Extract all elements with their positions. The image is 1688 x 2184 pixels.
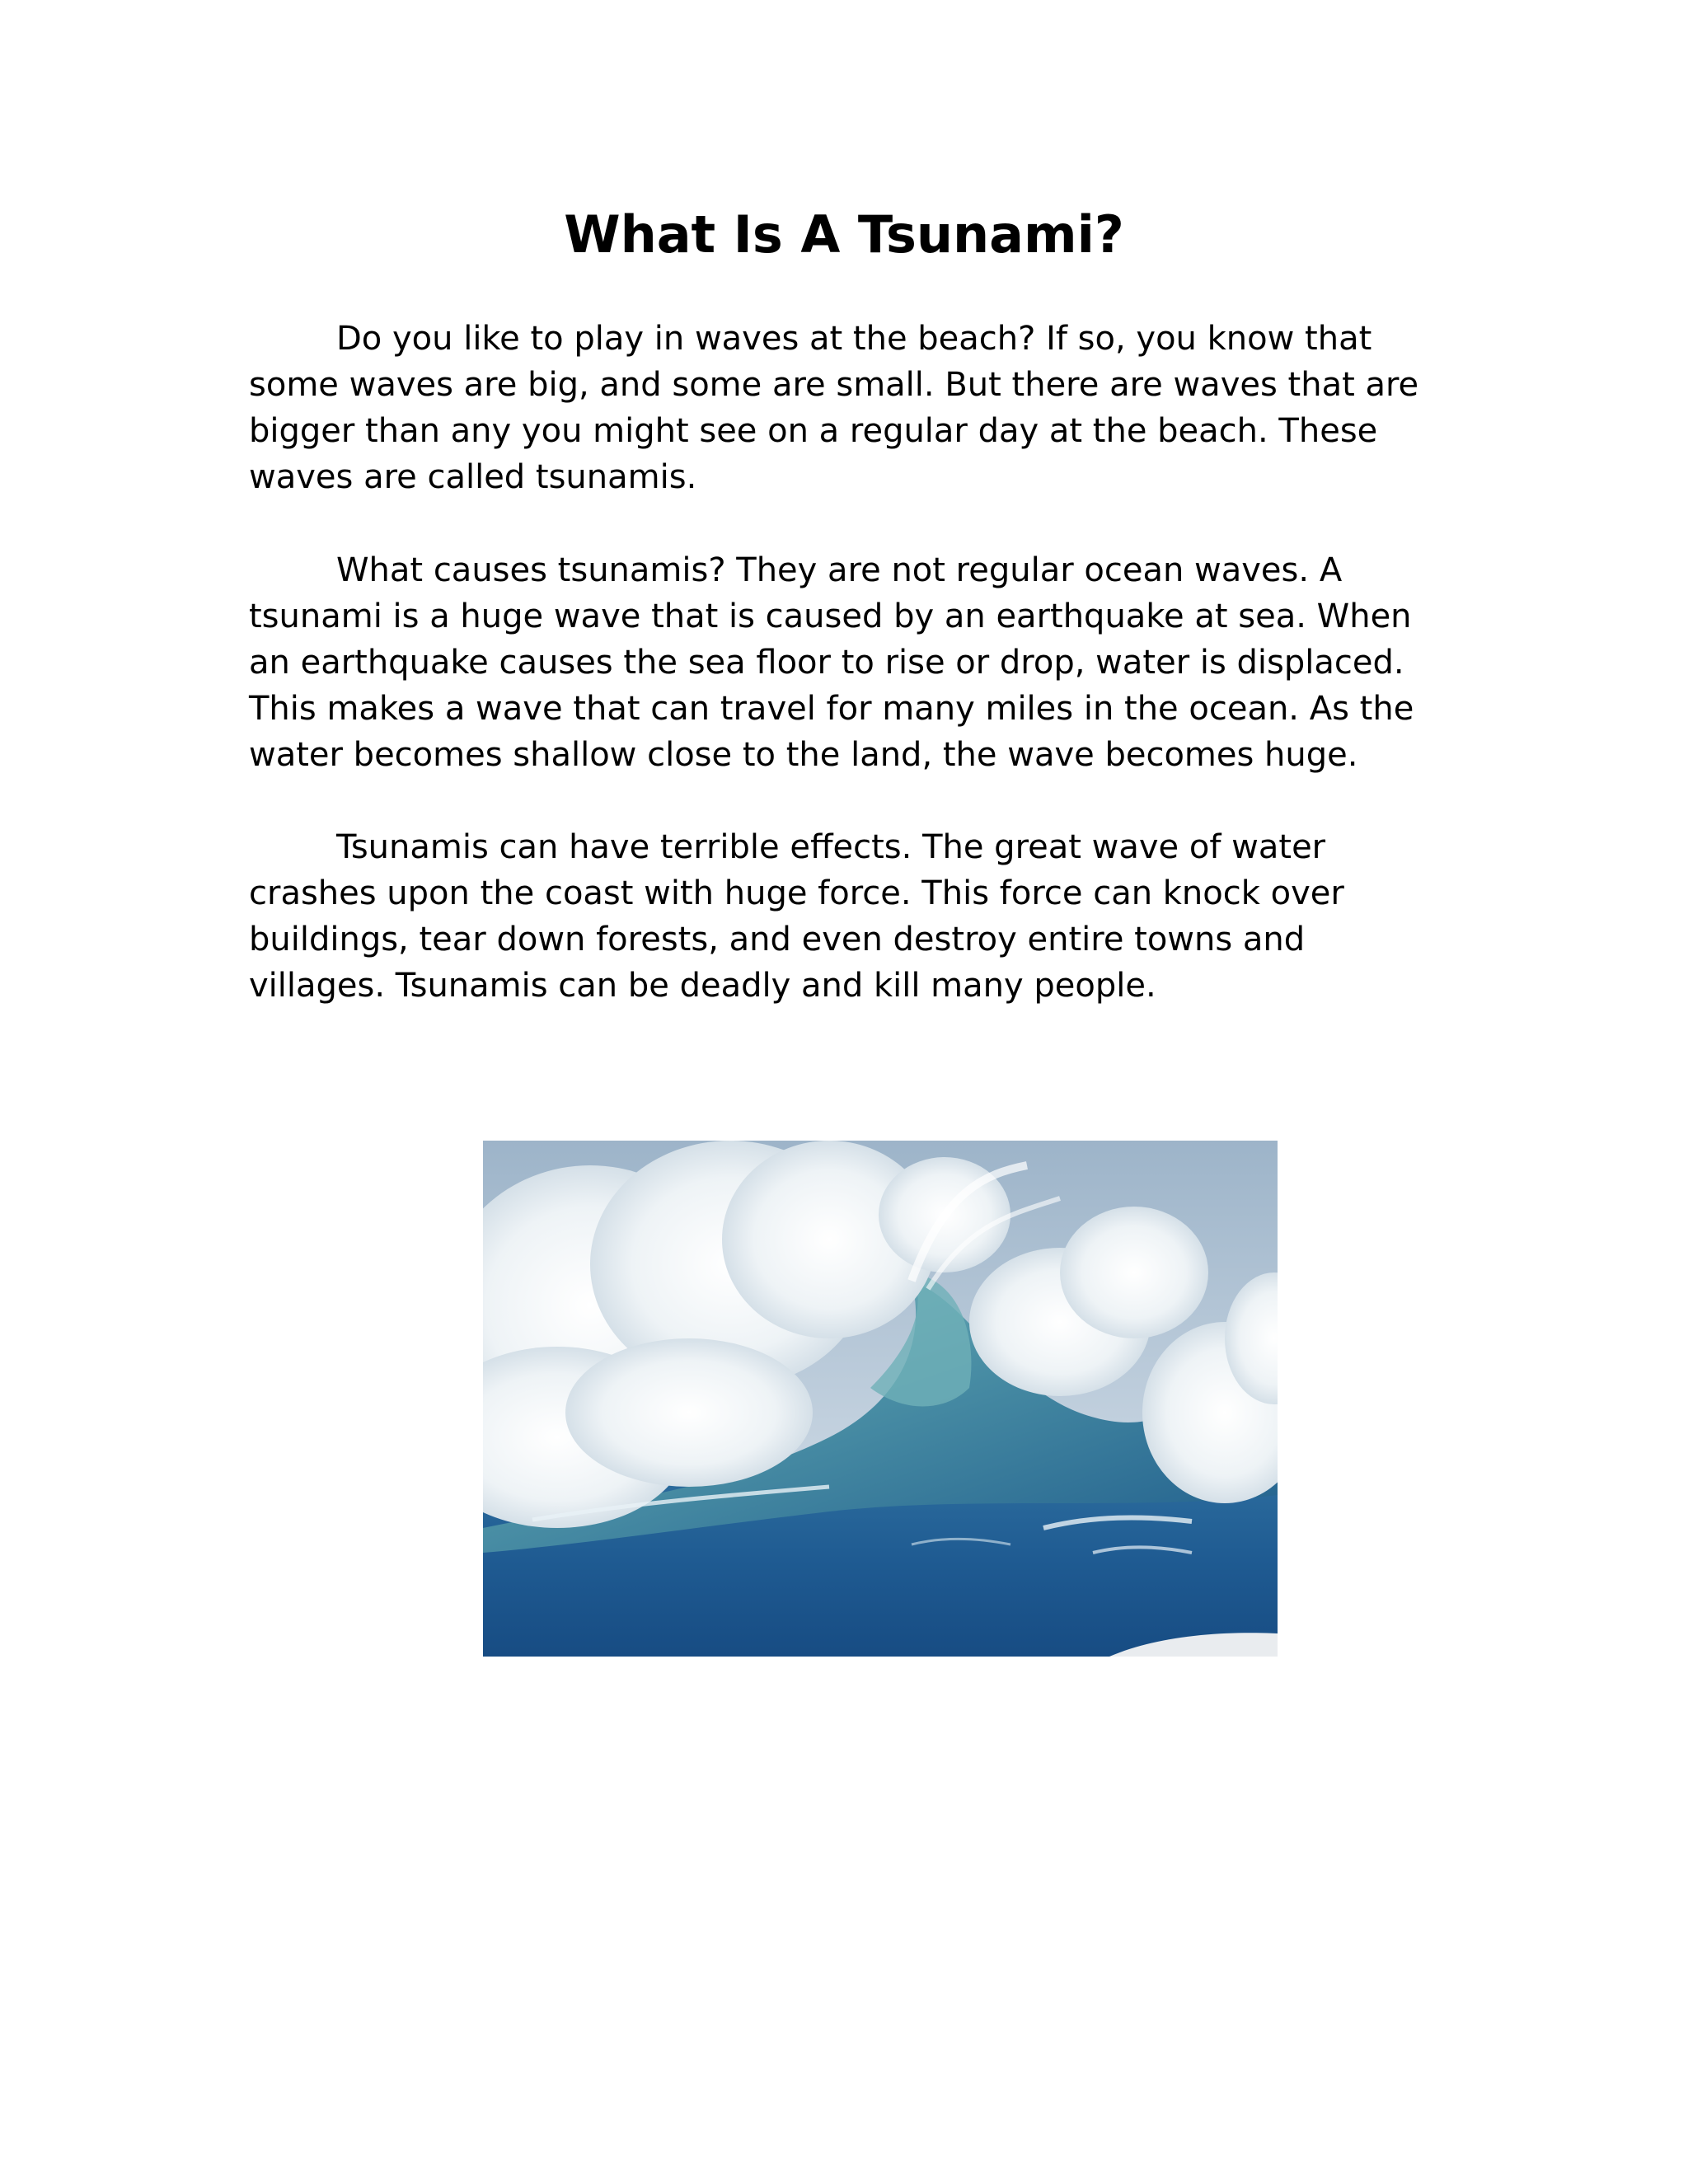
page-title: What Is A Tsunami? bbox=[564, 204, 1124, 265]
paragraph-causes: What causes tsunamis? They are not regular ocean waves. A tsunami is a huge wave that is caused by an earthquake at sea. When an earthquake causes the sea floor to rise or drop, water is displaced. This makes a wave that can travel for many miles in the ocean. As the water becomes shallow close to the land, the wave becomes huge. bbox=[249, 551, 1414, 774]
paragraph-intro: Do you like to play in waves at the beach? If so, you know that some waves are big, and some are small. But there are waves that are bigger than any you might see on a regular day at the beach. These waves are called tsunamis. bbox=[249, 320, 1419, 496]
wave-photo bbox=[483, 1141, 1278, 1657]
wave-photo-illustration bbox=[483, 1141, 1278, 1657]
paragraph-effects: Tsunamis can have terrible effects. The great wave of water crashes upon the coast with huge force. This force can knock over buildings, tear down forests, and even destroy entire towns and villages. Tsunamis can be deadly and kill many people. bbox=[249, 828, 1344, 1005]
